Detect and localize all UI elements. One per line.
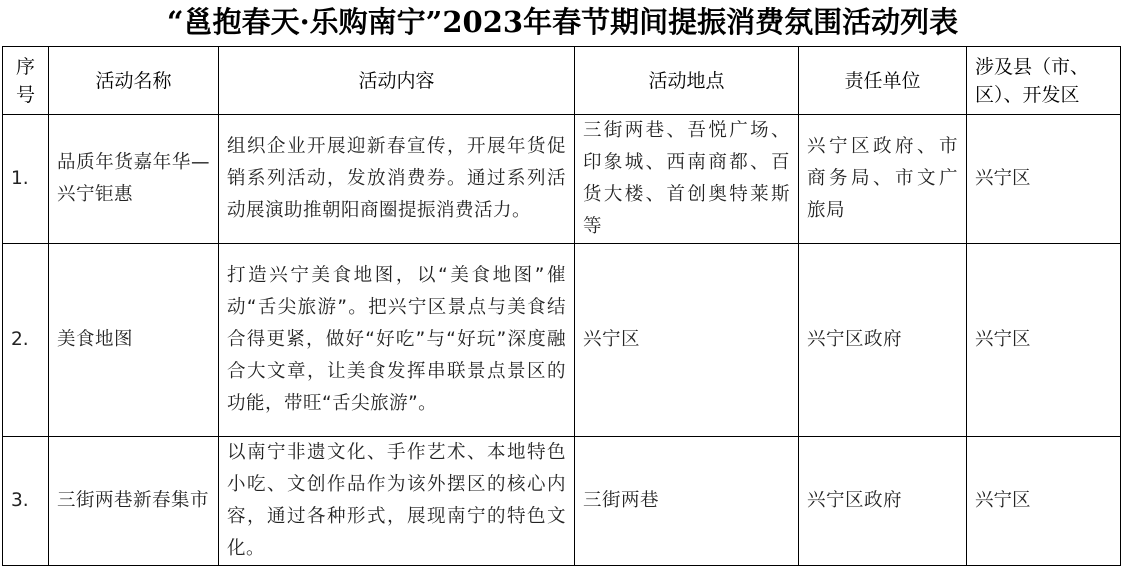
district: 兴宁区 — [967, 115, 1121, 244]
activity-content: 打造兴宁美食地图，以“美食地图”催动“舌尖旅游”。把兴宁区景点与美食结合得更紧，做好“好吃”与“好玩”深度融合大文章，让美食发挥串联景点景区的功能，带旺“舌尖旅游”。 — [219, 244, 575, 437]
responsible-unit: 兴宁区政府 — [799, 437, 967, 566]
table-row — [3, 244, 1121, 437]
header-index: 序号 — [3, 47, 49, 115]
document-title: “邕抱春天·乐购南宁”2023年春节期间提振消费氛围活动列表 — [166, 5, 959, 39]
header-district: 涉及县（市、区）、开发区 — [967, 47, 1121, 115]
responsible-unit: 兴宁区政府、市商务局、市文广旅局 — [799, 115, 967, 244]
district: 兴宁区 — [967, 244, 1121, 437]
header-activity-name: 活动名称 — [49, 47, 219, 115]
activity-location: 三街两巷 — [575, 437, 799, 566]
responsible-unit: 兴宁区政府 — [799, 244, 967, 437]
table-row — [3, 437, 1121, 566]
row-index: 2. — [3, 244, 49, 437]
district: 兴宁区 — [967, 437, 1121, 566]
row-index: 3. — [3, 437, 49, 566]
header-activity-location: 活动地点 — [575, 47, 799, 115]
activity-name: 美食地图 — [49, 244, 219, 437]
activity-content: 组织企业开展迎新春宣传，开展年货促销系列活动，发放消费券。通过系列活动展演助推朝阳商圈提振消费活力。 — [219, 115, 575, 244]
activity-content: 以南宁非遗文化、手作艺术、本地特色小吃、文创作品作为该外摆区的核心内容，通过各种形式，展现南宁的特色文化。 — [219, 437, 575, 566]
activity-location: 三街两巷、吾悦广场、印象城、西南商都、百货大楼、首创奥特莱斯等 — [575, 115, 799, 244]
header-activity-content: 活动内容 — [219, 47, 575, 115]
table-row — [3, 115, 1121, 244]
activity-table — [2, 46, 1121, 566]
activity-name: 三街两巷新春集市 — [49, 437, 219, 566]
row-index: 1. — [3, 115, 49, 244]
activity-name: 品质年货嘉年华—兴宁钜惠 — [49, 115, 219, 244]
activity-location: 兴宁区 — [575, 244, 799, 437]
header-responsible-unit: 责任单位 — [799, 47, 967, 115]
table-header-row — [3, 47, 1121, 115]
